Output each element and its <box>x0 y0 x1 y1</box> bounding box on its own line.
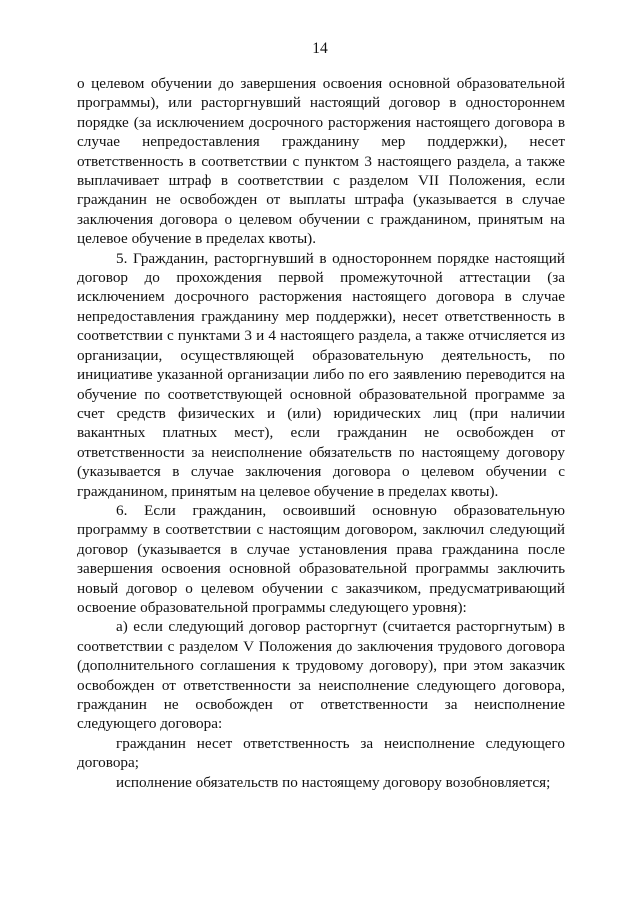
paragraph-clause-5: 5. Гражданин, расторгнувший в одностороннем порядке настоящий договор до прохождения первой промежуточной аттестации (за исключением досрочного расторжения настоящего договора в случае непредоставления гражданину мер поддержки), несет ответственность в соответствии с пунктами 3 и 4 настоящего раздела, а также отчисляется из организации, осуществляющей образовательную деятельность, по инициативе указанной организации либо по его заявлению переводится на обучение по соответствующей основной образовательной программе за счет средств физических и (или) юридических лиц (при наличии вакантных платных мест), если гражданин не освобожден от ответственности за неисполнение обязательств по настоящему договору (указывается в случае заключения договора о целевом обучении с гражданином, принятым на целевое обучение в пределах квоты). <box>77 249 565 500</box>
paragraph-subclause-a: а) если следующий договор расторгнут (считается расторгнутым) в соответствии с разделом V Положения до заключения трудового договора (дополнительного соглашения к трудовому договору), при этом заказчик освобожден от ответственности за неисполнение следующего договора, гражданин не освобожден от ответственности за неисполнение следующего договора: <box>77 618 565 733</box>
document-body <box>77 74 565 792</box>
paragraph-obligations-resumed: исполнение обязательств по настоящему договору возобновляется; <box>116 773 551 791</box>
paragraph-citizen-liability: гражданин несет ответственность за неисполнение следующего договора; <box>77 734 565 772</box>
page-number: 14 <box>312 40 328 57</box>
paragraph-clause-6: 6. Если гражданин, освоивший основную образовательную программу в соответствии с настоящим договором, заключил следующий договор (указывается в случае установления права гражданина после завершения освоения основной образовательной программы заключить новый договор о целевом обучении с заказчиком, предусматривающий освоение образовательной программы следующего уровня): <box>77 501 565 616</box>
paragraph-continuation: о целевом обучении до завершения освоения основной образовательной программы), или расторгнувший настоящий договор в одностороннем порядке (за исключением досрочного расторжения настоящего договора в случае непредоставления гражданину мер поддержки), несет ответственность в соответствии с пунктом 3 настоящего раздела, а также выплачивает штраф в соответствии с разделом VII Положения, если гражданин не освобожден от выплаты штрафа (указывается в случае заключения договора о целевом обучении с гражданином, принятым на целевое обучение в пределах квоты). <box>77 75 565 248</box>
